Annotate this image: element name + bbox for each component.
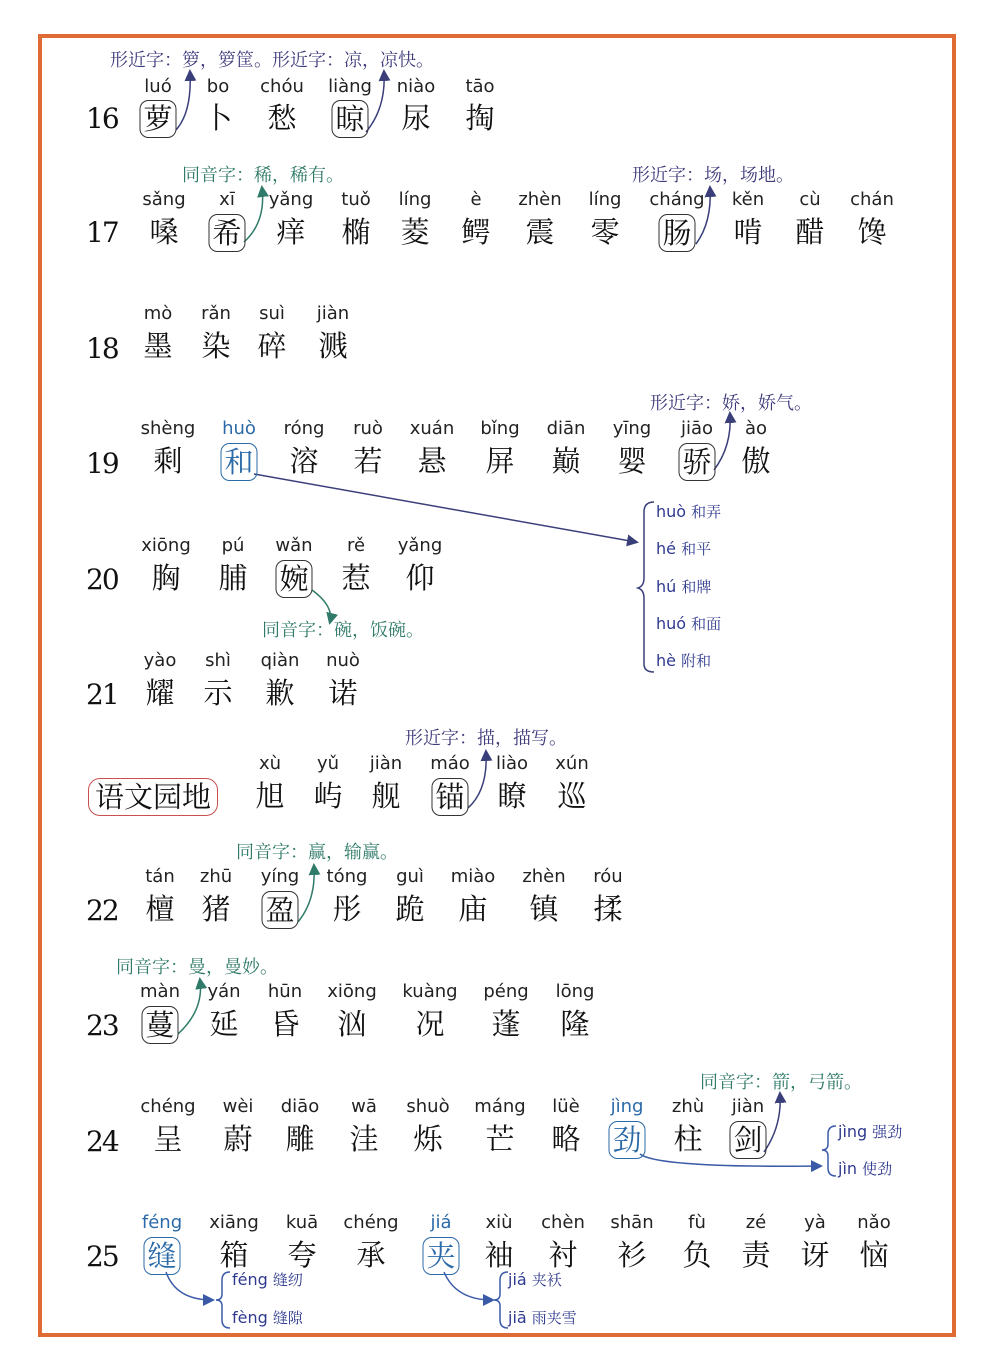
pinyin: màn xyxy=(140,981,180,1002)
pinyin: máo xyxy=(430,753,470,774)
hanzi: 夸 xyxy=(287,1238,317,1272)
pinyin: rǎn xyxy=(201,303,231,324)
hanzi: 震 xyxy=(525,215,555,249)
hanzi: 脯 xyxy=(218,561,248,595)
pinyin: diān xyxy=(546,418,586,439)
pinyin: kuàng xyxy=(402,981,458,1002)
hanzi: 旭 xyxy=(255,779,285,813)
hanzi-boxed: 晾 xyxy=(331,100,368,138)
hanzi: 巅 xyxy=(551,444,581,478)
polyphone-jia-item: jiā 雨夹雪 xyxy=(508,1308,577,1327)
note-23: 同音字：曼，曼妙。 xyxy=(116,957,278,978)
pinyin-highlight: féng xyxy=(141,1212,183,1233)
hanzi: 隆 xyxy=(560,1007,590,1041)
pinyin: péng xyxy=(483,981,529,1002)
note-20: 同音字：碗，饭碗。 xyxy=(262,620,424,641)
hanzi-polyphone: 缝 xyxy=(143,1237,180,1275)
hanzi: 柱 xyxy=(673,1122,703,1156)
hanzi: 蔚 xyxy=(223,1122,253,1156)
hanzi-polyphone: 劲 xyxy=(608,1121,645,1159)
brace-he xyxy=(638,502,654,672)
pinyin: ào xyxy=(744,418,768,439)
hanzi: 歉 xyxy=(265,676,295,710)
hanzi: 染 xyxy=(201,329,231,363)
brace-feng xyxy=(216,1272,230,1328)
pinyin: yíng xyxy=(260,866,300,887)
hanzi: 洼 xyxy=(349,1122,379,1156)
pinyin: róu xyxy=(593,866,623,887)
pinyin: tóng xyxy=(326,866,368,887)
pinyin: niào xyxy=(396,76,436,97)
hanzi: 若 xyxy=(353,444,383,478)
hanzi-boxed: 肠 xyxy=(658,214,695,252)
pinyin: bo xyxy=(206,76,230,97)
arrow-yw xyxy=(468,752,486,808)
row-number-20: 20 xyxy=(86,563,118,596)
hanzi-boxed: 锚 xyxy=(431,778,468,816)
hanzi: 菱 xyxy=(400,215,430,249)
pinyin: lōng xyxy=(555,981,595,1002)
pinyin: luó xyxy=(144,76,172,97)
polyphone-he-item: hú 和牌 xyxy=(656,577,712,596)
hanzi-boxed: 萝 xyxy=(139,100,176,138)
polyphone-he-item: hè 附和 xyxy=(656,651,712,670)
row-number-21: 21 xyxy=(86,678,118,711)
pinyin: rě xyxy=(346,535,366,556)
pinyin: suì xyxy=(259,303,285,324)
pinyin: pú xyxy=(221,535,245,556)
pinyin: shì xyxy=(205,650,231,671)
hanzi: 跪 xyxy=(395,892,425,926)
pinyin: yǎng xyxy=(268,189,314,210)
pinyin: kěn xyxy=(731,189,765,210)
hanzi: 醋 xyxy=(795,215,825,249)
arrow-20 xyxy=(312,590,331,622)
arrow-19-he xyxy=(254,474,636,542)
pinyin: xún xyxy=(555,753,589,774)
pinyin: qiàn xyxy=(260,650,300,671)
hanzi: 衬 xyxy=(548,1238,578,1272)
hanzi: 袖 xyxy=(484,1238,514,1272)
hanzi-boxed: 蔓 xyxy=(141,1006,178,1044)
pinyin: jiàn xyxy=(316,303,350,324)
pinyin: yīng xyxy=(612,418,652,439)
pinyin: è xyxy=(470,189,482,210)
hanzi: 彤 xyxy=(332,892,362,926)
hanzi: 嗓 xyxy=(149,215,179,249)
hanzi: 剩 xyxy=(153,444,183,478)
hanzi-boxed: 骄 xyxy=(678,443,715,481)
pinyin: chéng xyxy=(140,1096,196,1117)
hanzi: 耀 xyxy=(145,676,175,710)
row-number-16: 16 xyxy=(86,102,118,135)
arrow-23 xyxy=(178,980,201,1034)
note-19: 形近字：娇，娇气。 xyxy=(650,393,812,414)
pinyin: líng xyxy=(588,189,622,210)
hanzi: 檀 xyxy=(145,892,175,926)
pinyin: liàng xyxy=(328,76,372,97)
pinyin: xù xyxy=(258,753,282,774)
pinyin: yào xyxy=(143,650,177,671)
note-17b: 形近字：场，场地。 xyxy=(632,165,794,186)
pinyin: jiàn xyxy=(369,753,403,774)
pinyin: xiōng xyxy=(327,981,377,1002)
pinyin: xuán xyxy=(409,418,455,439)
pinyin: jiāo xyxy=(680,418,714,439)
hanzi: 碎 xyxy=(257,329,287,363)
row-number-19: 19 xyxy=(86,447,118,480)
arrow-22 xyxy=(298,866,314,922)
pinyin: yǎng xyxy=(397,535,443,556)
note-yuwen: 形近字：描，描写。 xyxy=(405,728,567,749)
hanzi: 箱 xyxy=(219,1238,249,1272)
pinyin: guì xyxy=(396,866,424,887)
hanzi: 傲 xyxy=(741,444,771,478)
pinyin: xiāng xyxy=(209,1212,259,1233)
hanzi-boxed: 希 xyxy=(208,214,245,252)
hanzi: 呈 xyxy=(153,1122,183,1156)
brace-jin xyxy=(822,1126,836,1176)
hanzi: 尿 xyxy=(401,101,431,135)
hanzi: 惹 xyxy=(341,561,371,595)
polyphone-he-item: huó 和面 xyxy=(656,614,722,633)
note-22: 同音字：赢，输赢。 xyxy=(236,842,398,863)
pinyin: yán xyxy=(207,981,241,1002)
hanzi: 负 xyxy=(682,1238,712,1272)
pinyin: cháng xyxy=(649,189,705,210)
hanzi-polyphone: 和 xyxy=(220,443,257,481)
pinyin: chóu xyxy=(260,76,304,97)
pinyin: fù xyxy=(688,1212,706,1233)
pinyin: kuā xyxy=(285,1212,319,1233)
pinyin: zhū xyxy=(199,866,233,887)
hanzi: 愁 xyxy=(267,101,297,135)
arrow-16a xyxy=(176,72,190,130)
pinyin: xī xyxy=(219,189,235,210)
pinyin: tāo xyxy=(465,76,495,97)
polyphone-jin-item: jìng 强劲 xyxy=(838,1122,903,1141)
arrow-19 xyxy=(714,414,730,470)
pinyin: xiù xyxy=(485,1212,513,1233)
note-16: 形近字：箩，箩筐。形近字：凉，凉快。 xyxy=(110,50,434,71)
hanzi: 庙 xyxy=(458,892,488,926)
hanzi: 芒 xyxy=(485,1122,515,1156)
pinyin: zhèn xyxy=(522,866,566,887)
note-24: 同音字：箭，弓箭。 xyxy=(700,1072,862,1093)
hanzi: 示 xyxy=(203,676,233,710)
hanzi: 啃 xyxy=(733,215,763,249)
hanzi-boxed: 盈 xyxy=(261,891,298,929)
row-number-23: 23 xyxy=(86,1009,118,1042)
hanzi: 揉 xyxy=(593,892,623,926)
polyphone-jin-item: jìn 使劲 xyxy=(838,1159,893,1178)
hanzi: 昏 xyxy=(270,1007,300,1041)
pinyin: tuǒ xyxy=(341,189,371,210)
hanzi: 承 xyxy=(356,1238,386,1272)
row-number-17: 17 xyxy=(86,216,118,249)
brace-jia xyxy=(494,1272,508,1328)
hanzi: 悬 xyxy=(417,444,447,478)
pinyin: jiàn xyxy=(731,1096,765,1117)
hanzi-boxed: 剑 xyxy=(729,1121,766,1159)
pinyin: líng xyxy=(398,189,432,210)
pinyin: nǎo xyxy=(857,1212,891,1233)
arrow-17a xyxy=(244,188,263,242)
pinyin: chèn xyxy=(541,1212,585,1233)
hanzi: 瞭 xyxy=(497,779,527,813)
pinyin: diāo xyxy=(280,1096,320,1117)
hanzi: 责 xyxy=(741,1238,771,1272)
note-17a: 同音字：稀，稀有。 xyxy=(182,165,344,186)
pinyin: miào xyxy=(450,866,496,887)
hanzi: 婴 xyxy=(617,444,647,478)
pinyin: róng xyxy=(283,418,325,439)
hanzi: 讶 xyxy=(800,1238,830,1272)
pinyin: mò xyxy=(143,303,173,324)
row-number-24: 24 xyxy=(86,1125,118,1158)
pinyin: wǎn xyxy=(275,535,313,556)
pinyin: hūn xyxy=(267,981,303,1002)
pinyin: xiōng xyxy=(141,535,191,556)
arrow-25-jia xyxy=(444,1272,492,1300)
pinyin: cù xyxy=(799,189,821,210)
pinyin: zhèn xyxy=(518,189,562,210)
hanzi: 况 xyxy=(415,1007,445,1041)
row-number-22: 22 xyxy=(86,894,118,927)
arrow-25-feng xyxy=(166,1272,212,1300)
pinyin: shān xyxy=(610,1212,654,1233)
row-number-18: 18 xyxy=(86,332,118,365)
pinyin: shuò xyxy=(406,1096,450,1117)
polyphone-feng-item: fèng 缝隙 xyxy=(232,1308,303,1327)
hanzi: 痒 xyxy=(276,215,306,249)
hanzi: 掏 xyxy=(465,101,495,135)
arrow-24-jin xyxy=(640,1154,820,1166)
pinyin: máng xyxy=(474,1096,526,1117)
hanzi-boxed: 婉 xyxy=(275,560,312,598)
hanzi: 汹 xyxy=(337,1007,367,1041)
pinyin-highlight: huò xyxy=(222,418,256,439)
hanzi: 猪 xyxy=(201,892,231,926)
hanzi: 诺 xyxy=(328,676,358,710)
pinyin: yǔ xyxy=(316,753,340,774)
hanzi: 巡 xyxy=(557,779,587,813)
pinyin: wèi xyxy=(222,1096,254,1117)
hanzi: 馋 xyxy=(857,215,887,249)
hanzi: 椭 xyxy=(341,215,371,249)
pinyin: liào xyxy=(495,753,529,774)
pinyin: wā xyxy=(351,1096,377,1117)
hanzi: 屿 xyxy=(313,779,343,813)
pinyin: zé xyxy=(745,1212,767,1233)
hanzi: 雕 xyxy=(285,1122,315,1156)
hanzi: 溅 xyxy=(318,329,348,363)
hanzi: 恼 xyxy=(859,1238,889,1272)
hanzi: 烁 xyxy=(413,1122,443,1156)
section-label-yuwen-yuandi: 语文园地 xyxy=(88,778,218,816)
hanzi-polyphone: 夹 xyxy=(422,1237,459,1275)
pinyin: tán xyxy=(145,866,175,887)
hanzi: 蓬 xyxy=(491,1007,521,1041)
pinyin: shèng xyxy=(140,418,196,439)
pinyin: bǐng xyxy=(480,418,520,439)
pinyin-highlight: jiá xyxy=(430,1212,452,1233)
hanzi: 舰 xyxy=(371,779,401,813)
polyphone-he-item: hé 和平 xyxy=(656,539,712,558)
polyphone-feng-item: féng 缝纫 xyxy=(232,1270,303,1289)
hanzi: 溶 xyxy=(289,444,319,478)
polyphone-he-item: huò 和弄 xyxy=(656,502,722,521)
hanzi: 卜 xyxy=(203,101,233,135)
polyphone-jia-item: jiá 夹袄 xyxy=(508,1270,562,1289)
hanzi: 镇 xyxy=(529,892,559,926)
hanzi: 墨 xyxy=(143,329,173,363)
hanzi: 胸 xyxy=(151,561,181,595)
pinyin: chéng xyxy=(343,1212,399,1233)
pinyin-highlight: jìng xyxy=(610,1096,644,1117)
hanzi: 仰 xyxy=(405,561,435,595)
hanzi: 略 xyxy=(551,1122,581,1156)
pinyin: chán xyxy=(850,189,894,210)
pinyin: ruò xyxy=(353,418,383,439)
hanzi: 鳄 xyxy=(461,215,491,249)
row-number-25: 25 xyxy=(86,1240,118,1273)
pinyin: yà xyxy=(804,1212,826,1233)
pinyin: lüè xyxy=(552,1096,580,1117)
pinyin: zhù xyxy=(671,1096,705,1117)
hanzi: 延 xyxy=(209,1007,239,1041)
hanzi: 屏 xyxy=(485,444,515,478)
hanzi: 零 xyxy=(590,215,620,249)
pinyin: nuò xyxy=(326,650,360,671)
hanzi: 衫 xyxy=(617,1238,647,1272)
pinyin: sǎng xyxy=(142,189,186,210)
